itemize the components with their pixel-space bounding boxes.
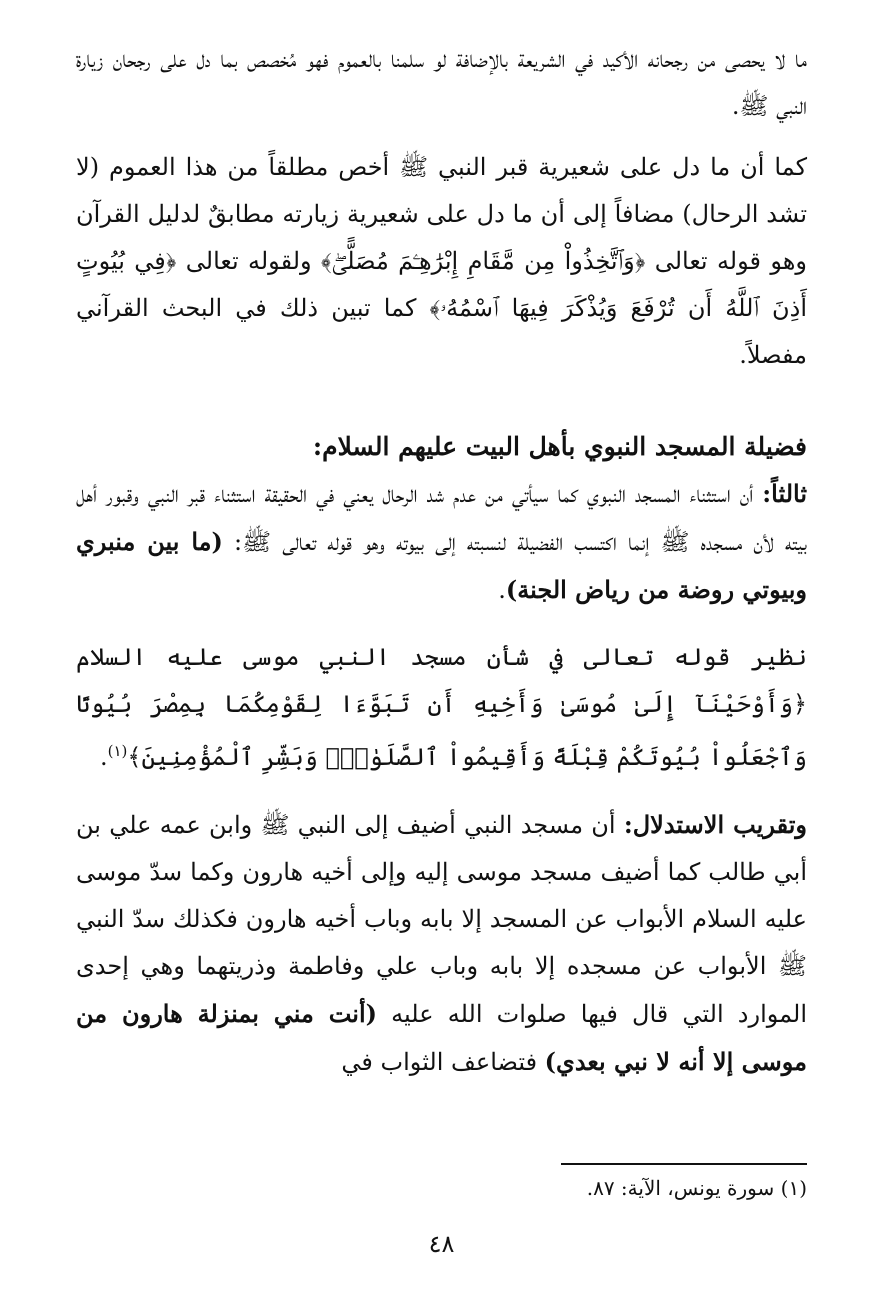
section-heading: فضيلة المسجد النبوي بأهل البيت عليهم السلام: bbox=[312, 432, 807, 461]
footnote-divider bbox=[561, 1163, 807, 1165]
footnote-ref: (١) bbox=[107, 742, 128, 760]
paragraph-4-tail: . bbox=[99, 743, 108, 771]
paragraph-4-body: نظير قوله تعالى في شأن مسجد النبي موسى عليه السلام ﴿وَأَوْحَيْنَآ إِلَىٰ مُوسَىٰ وَأَخِيهِ أَن تَبَوَّءَا لِقَوْمِكُمَا بِمِصْرَ بُيُوتًا وَٱجْعَلُواْ بُيُوتَكُمْ قِبْلَةً وَأَقِيمُواْ ٱلصَّلَوٰةَۗ وَبَشِّرِ ٱلْمُؤْمِنِينَ﴾ bbox=[76, 643, 807, 771]
paragraph-5 bbox=[76, 801, 807, 1086]
paragraph-3-body: أن استثناء المسجد النبوي كما سيأتي من عدم شد الرحال يعني في الحقيقة استثناء قبر النبي وقبور أهل بيته لأن مسجده ﷺ إنما اكتسب الفضيلة لنسبته إلى بيوته وهو قوله تعالى ﷺ: bbox=[76, 480, 807, 556]
paragraph-5-lead: وتقريب الاستدلال: bbox=[623, 810, 807, 839]
hadith-quote-2: (أنت مني بمنزلة هارون من موسى إلا أنه لا نبي بعدي) bbox=[76, 999, 807, 1076]
hadith-quote-1: (ما بين منبري وبيوتي روضة من رياض الجنة) bbox=[76, 527, 807, 604]
footnote: (١) سورة يونس، الآية: ٨٧. bbox=[586, 1176, 807, 1200]
paragraph-5-body: أن مسجد النبي أضيف إلى النبي ﷺ وابن عمه علي بن أبي طالب كما أضيف مسجد موسى إليه وإلى أخيه هارون وكما سدّ موسى عليه السلام الأبواب عن المسجد إلا بابه وباب أخيه هارون فكذلك سدّ النبي ﷺ الأبواب عن مسجده إلا بابه وباب علي وفاطمة وذريتهما وهي إحدى الموارد التي قال فيها صلوات الله عليه bbox=[76, 811, 807, 1028]
paragraph-3-tail: . bbox=[498, 576, 506, 604]
page-number: ٤٨ bbox=[428, 1230, 455, 1258]
paragraph-3-lead: ثالثاً: bbox=[762, 479, 807, 508]
paragraph-3 bbox=[76, 470, 807, 614]
paragraph-5-tail: فتضاعف الثواب في bbox=[341, 1048, 545, 1076]
paragraph-2: كما أن ما دل على شعيرية قبر النبي ﷺ أخص مطلقاً من هذا العموم (لا تشد الرحال) مضافاً إلى أن ما دل على شعيرية زيارته مطابقٌ لدليل القرآن وهو قوله تعالى ﴿وَٱتَّخِذُواْ مِن مَّقَامِ إِبْرَٰهِـۧمَ مُصَلًّىۖ﴾ ولقوله تعالى ﴿فِي بُيُوتٍ أَذِنَ ٱللَّهُ أَن تُرْفَعَ وَيُذْكَرَ فِيهَا ٱسْمُهُۥ﴾ كما تبين ذلك في البحث القرآني مفصلاً. bbox=[76, 153, 807, 369]
paragraph-1: ما لا يحصى من رجحانه الأكيد في الشريعة بالإضافة لو سلمنا بالعموم فهو مُخصص بما دل على رجحان زيارة النبي ﷺ. bbox=[76, 45, 807, 120]
paragraph-4 bbox=[76, 634, 807, 781]
